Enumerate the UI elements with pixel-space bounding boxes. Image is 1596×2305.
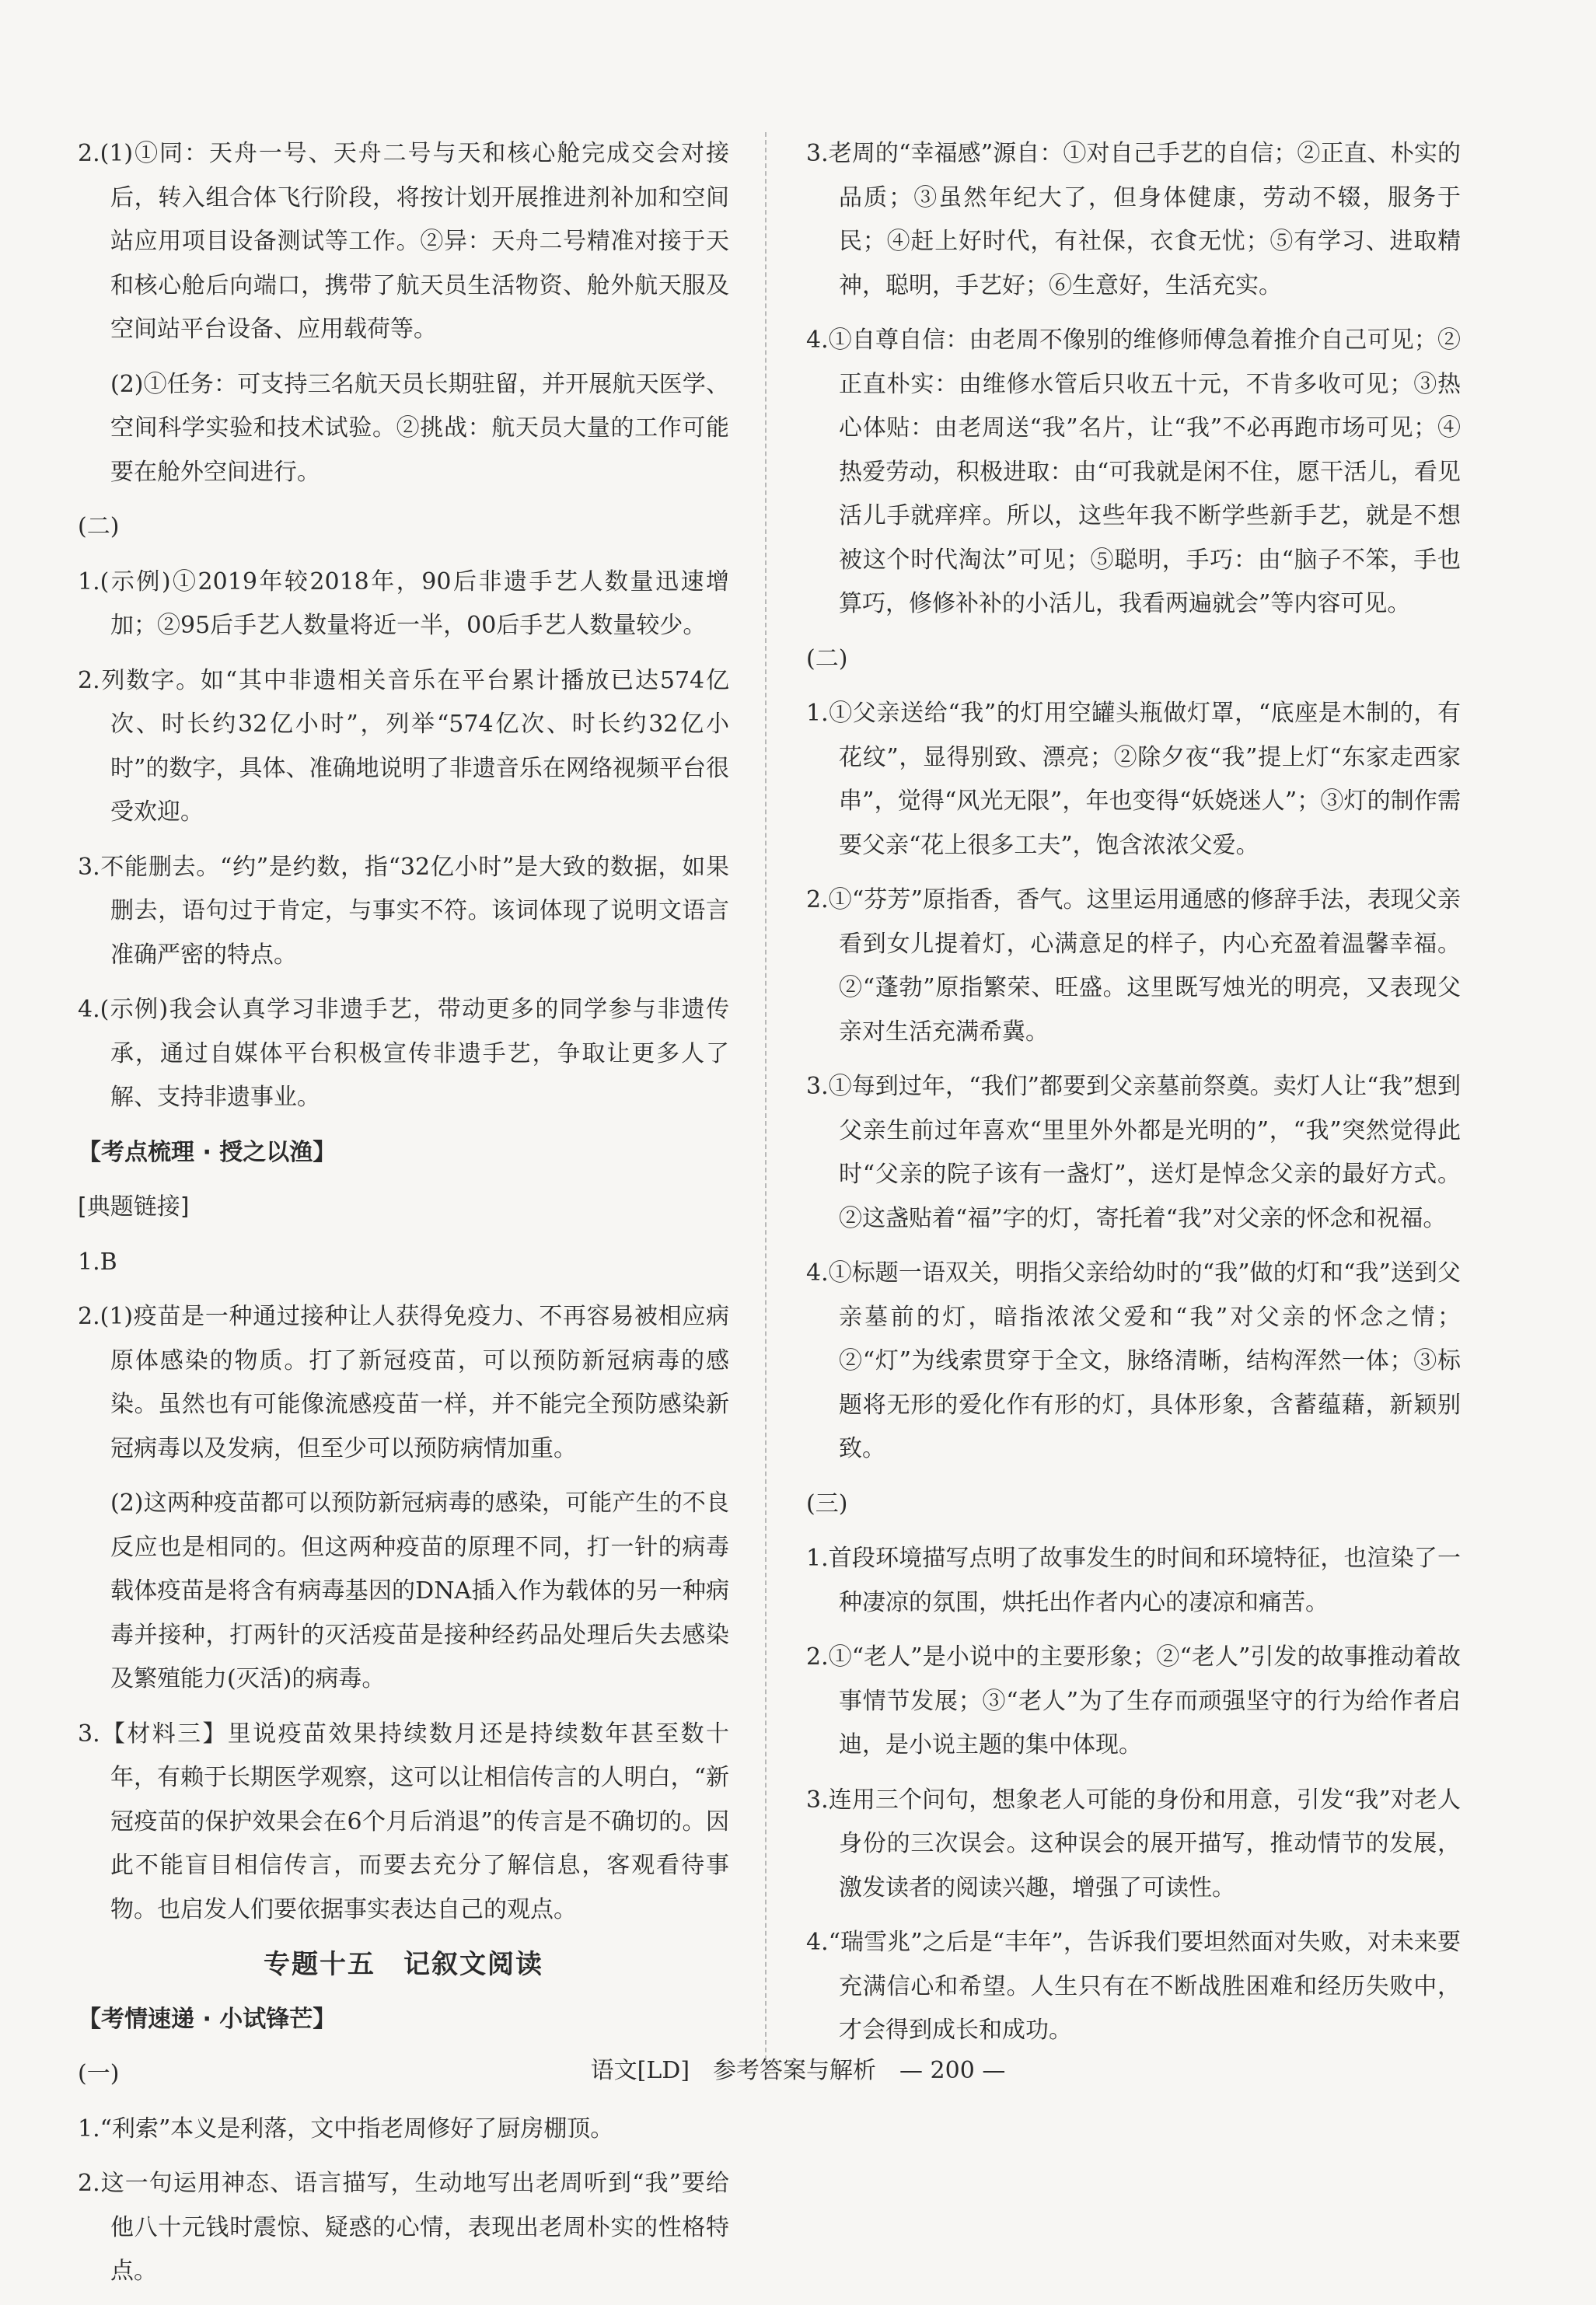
list-item: 3.老周的“幸福感”源自：①对自己手艺的自信；②正直、朴实的品质；③虽然年纪大了，但身体健康，劳动不辍，服务于民；④赶上好时代，有社保，衣食无忧；⑤有学习、进取精神，聪明，手艺好；⑥生意好，生活充实。 — [806, 140, 1461, 299]
page-footer: 语文[LD] 参考答案与解析 — 200 — — [590, 2057, 1006, 2084]
list-item: 2.这一句运用神态、语言描写，生动地写出老周听到“我”要给他八十元钱时震惊、疑惑的心情，表现出老周朴实的性格特点。 — [78, 2170, 729, 2285]
list-item: 4.①标题一语双关，明指父亲给幼时的“我”做的灯和“我”送到父亲墓前的灯，暗指浓浓父爱和“我”对父亲的怀念之情；②“灯”为线索贯穿于全文，脉络清晰，结构浑然一体；③标题将无形的爱化作有形的灯，具体形象，含蓄蕴藉，新颖别致。 — [806, 1259, 1461, 1462]
list-item: (2)这两种疫苗都可以预防新冠病毒的感染，可能产生的不良反应也是相同的。但这两种疫苗的原理不同，打一针的病毒载体疫苗是将含有病毒基因的DNA插入作为载体的另一种病毒并接种，打两针的灭活疫苗是接种经药品处理后失去感染及繁殖能力(灭活)的病毒。 — [110, 1490, 729, 1692]
list-item: 2.列数字。如“其中非遗相关音乐在平台累计播放已达574亿次、时长约32亿小时”，列举“574亿次、时长约32亿小时”的数字，具体、准确地说明了非遗音乐在网络视频平台很受欢迎。 — [78, 666, 729, 826]
list-item: 1.首段环境描写点明了故事发生的时间和环境特征，也渲染了一种凄凉的氛围，烘托出作者内心的凄凉和痛苦。 — [806, 1545, 1461, 1616]
list-item: 2.①“老人”是小说中的主要形象；②“老人”引发的故事推动着故事情节发展；③“老人”为了生存而顽强坚守的行为给作者启迪，是小说主题的集中体现。 — [806, 1643, 1461, 1758]
list-item: 2.①“芬芳”原指香，香气。这里运用通感的修辞手法，表现父亲看到女儿提着灯，心满意足的样子，内心充盈着温馨幸福。②“蓬勃”原指繁荣、旺盛。这里既写烛光的明亮，又表现父亲对生活充满希冀。 — [806, 886, 1461, 1046]
section-2-heading: (二) — [78, 513, 120, 540]
list-item: 1.B — [78, 1248, 117, 1276]
list-item: 4.①自尊自信：由老周不像别的维修师傅急着推介自己可见；②正直朴实：由维修水管后只收五十元，不肯多收可见；③热心体贴：由老周送“我”名片，让“我”不必再跑市场可见；④热爱劳动，积极进取：由“可我就是闲不住，愿干活儿，看见活儿手就痒痒。所以，这些年我不断学些新手艺，就是不想被这个时代淘汰”可见；⑤聪明，手巧：由“脑子不笨，手也算巧，修修补补的小活儿，我看两遍就会”等内容可见。 — [806, 327, 1461, 617]
answer-2-1: 2.(1)①同：天舟一号、天舟二号与天和核心舱完成交会对接后，转入组合体飞行阶段，将按计划开展推进剂补加和空间站应用项目设备测试等工作。②异：天舟二号精准对接于天和核心舱后向端口，携带了航天员生活物资、舱外航天服及空间站平台设备、应用载荷等。 — [78, 140, 729, 343]
list-item: 3.①每到过年，“我们”都要到父亲墓前祭奠。卖灯人让“我”想到父亲生前过年喜欢“里里外外都是光明的”，“我”突然觉得此时“父亲的院子该有一盏灯”，送灯是悼念父亲的最好方式。②这盏贴着“福”字的灯，寄托着“我”对父亲的怀念和祝福。 — [806, 1073, 1461, 1232]
list-item: 4.“瑞雪兆”之后是“丰年”，告诉我们要坦然面对失败，对未来要充满信心和希望。人生只有在不断战胜困难和经历失败中，才会得到成长和成功。 — [806, 1929, 1461, 2044]
kaodian-heading: 【考点梳理 · 授之以渔】 — [78, 1138, 337, 1166]
section-3-heading: (三) — [806, 1490, 848, 1517]
list-item: 3.不能删去。“约”是约数，指“32亿小时”是大致的数据，如果删去，语句过于肯定，与事实不符。该词体现了说明文语言准确严密的特点。 — [78, 853, 729, 969]
list-item: 1.(示例)①2019年较2018年，90后非遗手艺人数量迅速增加；②95后手艺人数量将近一半，00后手艺人数量较少。 — [78, 568, 729, 639]
left-column — [78, 132, 729, 2305]
right-column — [806, 132, 1461, 2064]
answer-2-2: (2)①任务：可支持三名航天员长期驻留，并开展航天医学、空间科学实验和技术试验。②挑战：航天员大量的工作可能要在舱外空间进行。 — [110, 370, 729, 486]
kaoqing-heading: 【考情速递 · 小试锋芒】 — [78, 2005, 337, 2033]
list-item: 3.连用三个问句，想象老人可能的身份和用意，引发“我”对老人身份的三次误会。这种误会的展开描写，推动情节的发展，激发读者的阅读兴趣，增强了可读性。 — [806, 1786, 1461, 1902]
list-item: 4.(示例)我会认真学习非遗手艺，带动更多的同学参与非遗传承，通过自媒体平台积极宣传非遗手艺，争取让更多人了解、支持非遗事业。 — [78, 996, 729, 1111]
list-item: 1.①父亲送给“我”的灯用空罐头瓶做灯罩，“底座是木制的，有花纹”，显得别致、漂亮；②除夕夜“我”提上灯“东家走西家串”，觉得“风光无限”，年也变得“妖娆迷人”；③灯的制作需要父亲“花上很多工夫”，饱含浓浓父爱。 — [806, 700, 1461, 859]
section-2-heading: (二) — [806, 644, 848, 672]
list-item: 3.【材料三】里说疫苗效果持续数月还是持续数年甚至数十年，有赖于长期医学观察，这可以让相信传言的人明白，“新冠疫苗的保护效果会在6个月后消退”的传言是不确切的。因此不能盲目相信传言，而要去充分了解信息，客观看待事物。也启发人们要依据事实表达自己的观点。 — [78, 1720, 729, 1923]
list-item: 1.“利索”本义是利落，文中指老周修好了厨房棚顶。 — [78, 2115, 614, 2143]
column-divider — [765, 132, 767, 2068]
topic-title: 专题十五 记叙文阅读 — [264, 1949, 543, 1980]
list-item: 2.(1)疫苗是一种通过接种让人获得免疫力、不再容易被相应病原体感染的物质。打了新冠疫苗，可以预防新冠病毒的感染。虽然也有可能像流感疫苗一样，并不能完全预防感染新冠病毒以及发病，但至少可以预防病情加重。 — [78, 1303, 729, 1462]
dianti-heading: [典题链接] — [78, 1193, 190, 1221]
section-1-heading: (一) — [78, 2060, 120, 2087]
